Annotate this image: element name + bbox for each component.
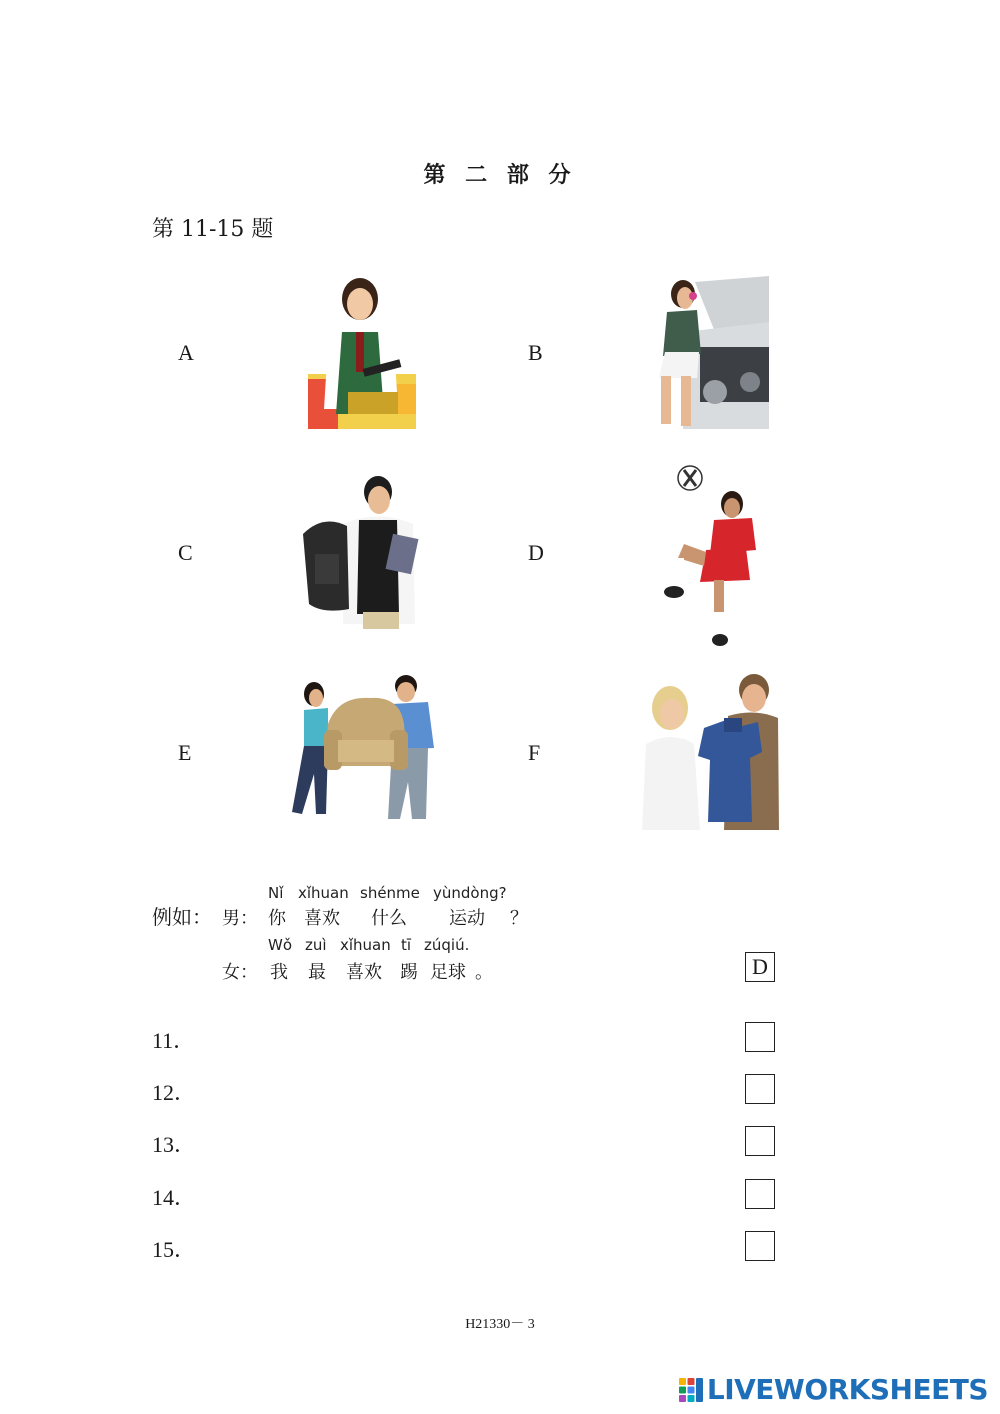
- question-number-13: 13．: [152, 1132, 197, 1157]
- pinyin-word: Nǐ: [268, 884, 284, 902]
- answer-box-14[interactable]: [745, 1179, 775, 1209]
- hanzi-word: 最: [308, 962, 326, 983]
- pinyin-word: xǐhuan: [340, 936, 391, 954]
- pinyin-word: tī: [401, 936, 412, 954]
- option-letter-c: C: [178, 540, 193, 565]
- hanzi-word: 喜欢: [304, 908, 340, 929]
- pinyin-word: Wǒ: [268, 936, 293, 954]
- pinyin-word: zuì: [305, 936, 327, 954]
- speaker-female: 女：: [222, 962, 258, 983]
- hanzi-word: 我: [270, 962, 288, 983]
- question-number-14: 14．: [152, 1185, 197, 1210]
- picture-student: [303, 474, 423, 629]
- pinyin-word: yùndòng?: [433, 884, 507, 902]
- question-range: 第 11-15 题: [152, 217, 274, 242]
- liveworksheets-logo[interactable]: [679, 1373, 988, 1406]
- example-prefix: 例如：: [152, 905, 212, 929]
- answer-box-11[interactable]: [745, 1022, 775, 1052]
- answer-box-12[interactable]: [745, 1074, 775, 1104]
- hanzi-word: 。: [475, 962, 493, 983]
- page-footer-code: H21330－ 3: [465, 1317, 535, 1332]
- question-number-15: 15．: [152, 1237, 197, 1262]
- liveworksheets-logo-text: LIVEWORKSHEETS: [706, 1373, 988, 1406]
- hanzi-word: 喜欢: [346, 962, 382, 983]
- hanzi-word: 踢: [400, 962, 418, 983]
- speaker-male: 男：: [222, 908, 258, 929]
- picture-armchair-couple: [288, 674, 436, 829]
- picture-shopping-couple: [642, 672, 779, 830]
- hanzi-word: 你: [268, 908, 286, 929]
- question-number-12: 12．: [152, 1080, 197, 1105]
- option-letter-a: A: [178, 340, 194, 365]
- picture-football-girl: [660, 462, 760, 652]
- pinyin-word: xǐhuan: [298, 884, 349, 902]
- option-letter-b: B: [528, 340, 543, 365]
- question-number-11: 11．: [152, 1028, 196, 1053]
- pinyin-word: zúqiú.: [424, 936, 470, 954]
- pinyin-word: shénme: [360, 884, 420, 902]
- hanzi-word: 足球: [430, 962, 466, 983]
- hanzi-word: 运动: [449, 908, 485, 929]
- hanzi-word: 什么: [371, 908, 407, 929]
- answer-box-13[interactable]: [745, 1126, 775, 1156]
- picture-waitress: [308, 274, 416, 429]
- example-answer-box: D: [745, 952, 775, 982]
- option-letter-e: E: [178, 740, 192, 765]
- section-title: 第 二 部 分: [423, 162, 577, 188]
- option-letter-f: F: [528, 740, 541, 765]
- hanzi-word: ？: [510, 908, 528, 929]
- picture-car-phone: [655, 272, 769, 429]
- option-letter-d: D: [528, 540, 544, 565]
- liveworksheets-logo-icon: [679, 1378, 703, 1402]
- answer-box-15[interactable]: [745, 1231, 775, 1261]
